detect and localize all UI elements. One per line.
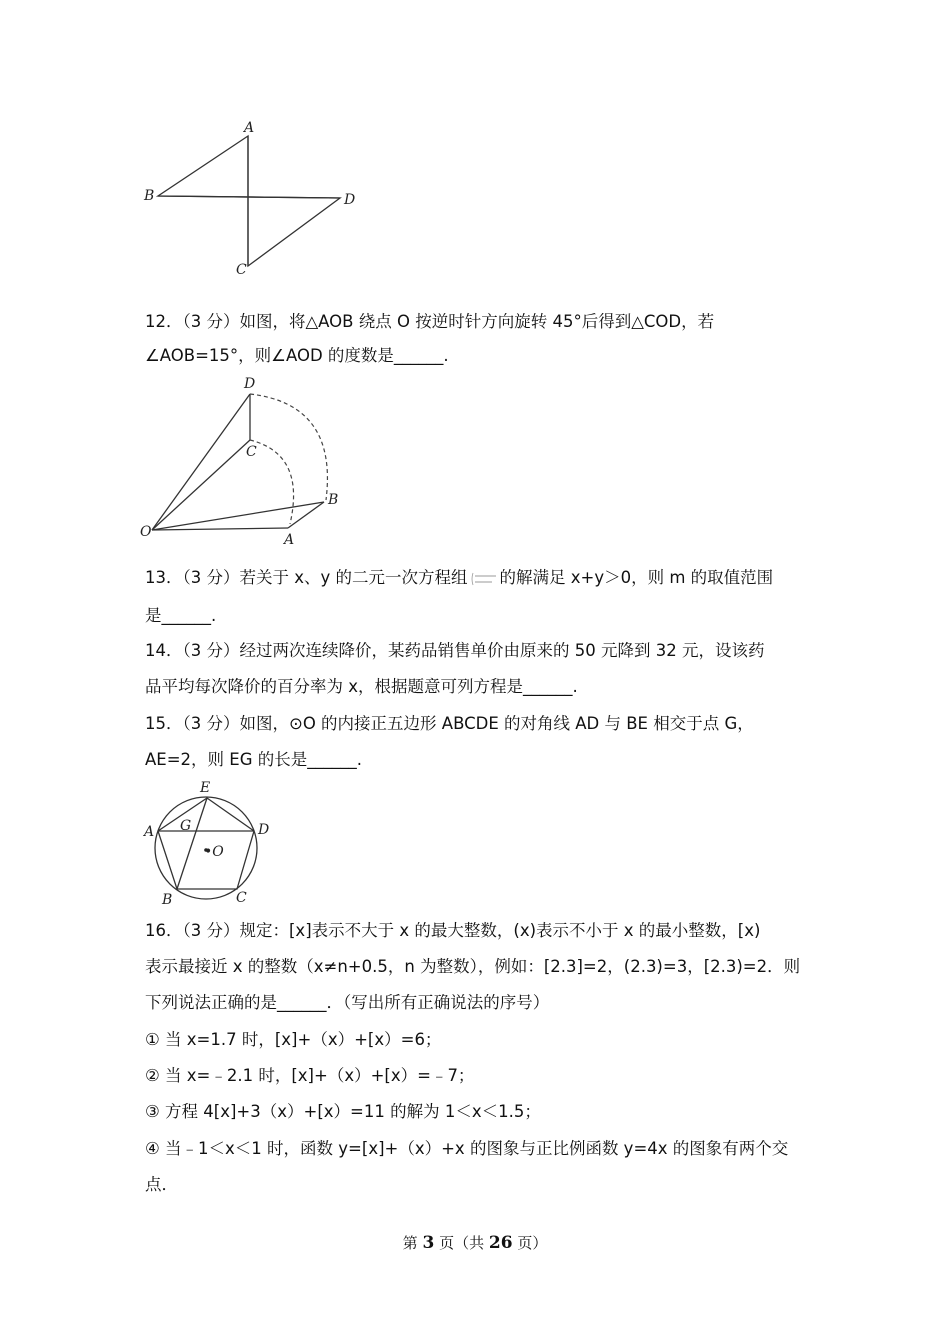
label-D: D: [344, 192, 356, 208]
q14-line1: 14．（3 分）经过两次连续降价，某药品销售单价由原来的 50 元降到 32 元，设该药: [145, 641, 765, 660]
q16-option-4-cont: 点．: [145, 1175, 178, 1194]
footer-prefix: 第: [402, 1234, 418, 1252]
rhombus-figure: [140, 118, 370, 283]
footer-page-number: 3: [422, 1233, 435, 1253]
label-A: A: [284, 532, 295, 546]
label-C: C: [236, 262, 247, 278]
label-B: B: [162, 892, 173, 908]
label-D: D: [244, 376, 256, 392]
q13-line2: 是______.: [145, 606, 217, 625]
label-B: B: [328, 492, 339, 508]
q16-option-2: ② 当 x=﹣2.1 时，[x]+（x）+[x）=﹣7；: [145, 1066, 475, 1085]
footer-mid: 页（共: [439, 1234, 485, 1252]
label-A: A: [244, 120, 255, 136]
label-G: G: [180, 818, 192, 834]
q16-line3: 下列说法正确的是______．（写出所有正确说法的序号）: [145, 993, 550, 1012]
footer-suffix: 页）: [517, 1234, 548, 1252]
q14-line2: 品平均每次降价的百分率为 x，根据题意可列方程是______.: [145, 677, 578, 696]
label-O: •O: [204, 844, 224, 860]
label-E: E: [200, 780, 211, 796]
q13-text-a: 13．（3 分）若关于 x、y 的二元一次方程组: [145, 568, 468, 587]
pentagon-figure: [140, 778, 275, 910]
q15-line1: 15．（3 分）如图，⊙O 的内接正五边形 ABCDE 的对角线 AD 与 BE 相交于点 G，: [145, 714, 754, 733]
q12-line1: 12．（3 分）如图，将△AOB 绕点 O 按逆时针方向旋转 45°后得到△COD，若: [145, 312, 715, 331]
q13-line1: [145, 567, 773, 589]
q16-option-3: ③ 方程 4[x]+3（x）+[x）=11 的解为 1＜x＜1.5；: [145, 1102, 541, 1121]
label-A: A: [144, 824, 155, 840]
page-footer: [0, 1232, 950, 1253]
label-D: D: [258, 822, 270, 838]
q16-option-1: ① 当 x=1.7 时，[x]+（x）+[x）=6；: [145, 1030, 442, 1049]
q13-text-b: 的解满足 x+y＞0，则 m 的取值范围: [499, 568, 774, 587]
footer-total-pages: 26: [488, 1233, 513, 1253]
q15-line2: AE=2，则 EG 的长是______.: [145, 750, 362, 769]
q16-line2: 表示最接近 x 的整数（x≠n+0.5，n 为整数），例如：[2.3]=2，(2.3)=3，[2.3)=2．则: [145, 957, 801, 976]
label-O: O: [140, 524, 152, 540]
rotation-figure: [138, 374, 358, 546]
equation-system-image: [470, 572, 498, 586]
label-C: C: [246, 444, 257, 460]
q16-line1: 16．（3 分）规定：[x]表示不大于 x 的最大整数，(x)表示不小于 x 的最小整数，[x): [145, 921, 761, 940]
q12-line2: ∠AOB=15°，则∠AOD 的度数是______.: [145, 346, 449, 365]
q16-option-4: ④ 当﹣1＜x＜1 时，函数 y=[x]+（x）+x 的图象与正比例函数 y=4x 的图象有两个交: [145, 1139, 789, 1158]
label-C: C: [236, 890, 247, 906]
label-B: B: [144, 188, 155, 204]
